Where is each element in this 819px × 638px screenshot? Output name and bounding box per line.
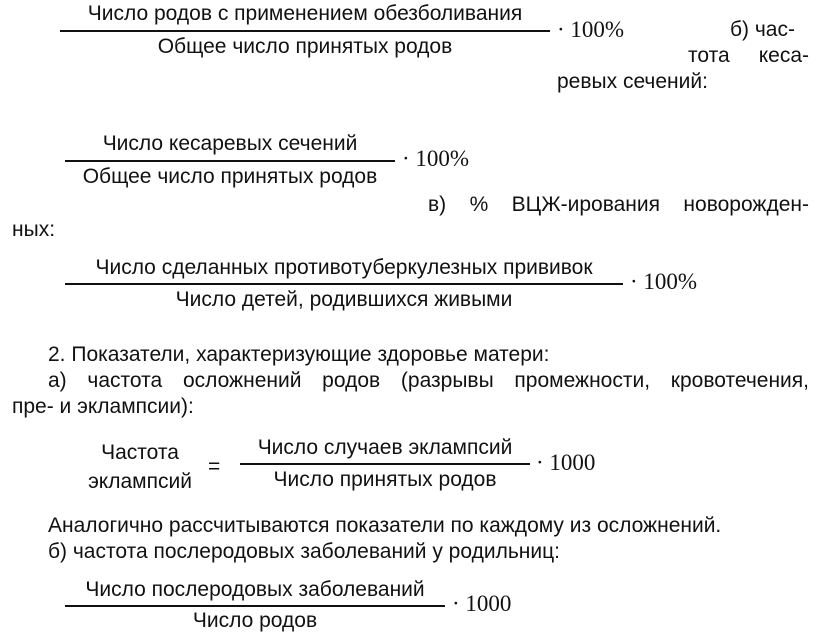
formula-2-denominator: Общее число принятых родов: [82, 165, 378, 188]
formula-5-denominator: Число родов: [192, 609, 318, 632]
formula-3-numerator: Число сделанных противотуберкулезных прививок: [95, 256, 593, 279]
item-b-line1: б) час-: [730, 18, 795, 41]
analog-text: Аналогично рассчитываются показатели по каждому из осложнений.: [48, 514, 722, 537]
formula-5-multiplier: · 1000: [452, 591, 512, 616]
formula-3-denominator: Число детей, родившихся живыми: [175, 288, 513, 311]
item-b-line3: ревых сечений:: [557, 70, 708, 93]
fraction-bar: [65, 160, 395, 162]
formula-4-denominator: Число принятых родов: [273, 468, 497, 491]
section-2-heading: 2. Показатели, характеризующие здоровье матери:: [48, 343, 550, 366]
fraction-bar: [240, 463, 530, 465]
formula-4-numerator: Число случаев эклампсий: [257, 436, 513, 459]
formula-2-numerator: Число кесаревых сечений: [102, 132, 358, 155]
formula-4-multiplier: · 1000: [536, 450, 596, 475]
fraction-bar: [65, 283, 623, 285]
item-v-line1: в) % ВЦЖ-ирования новорожден-: [428, 193, 809, 216]
item-b2: б) частота послеродовых заболеваний у родильниц:: [48, 540, 560, 563]
formula-1-denominator: Общее число принятых родов: [157, 35, 453, 58]
formula-4-label-line2: эклампсий: [88, 470, 192, 493]
section-2-item-a-line1: а) частота осложнений родов (разрывы промежности, кровотечения,: [48, 369, 809, 392]
formula-5-numerator: Число послеродовых заболеваний: [85, 578, 425, 601]
section-2-item-a-line2: пре- и эклампсии):: [12, 395, 194, 418]
formula-1-multiplier: · 100%: [557, 17, 625, 42]
item-v-line2: ных:: [12, 218, 56, 241]
formula-4-label-line1: Частота: [101, 441, 179, 464]
fraction-bar: [60, 30, 550, 32]
fraction-bar: [65, 605, 445, 607]
formula-2-multiplier: · 100%: [402, 146, 470, 171]
item-b-line2: тота кеса-: [688, 44, 809, 67]
formula-3-multiplier: · 100%: [630, 269, 698, 294]
formula-1-numerator: Число родов с применением обезболивания: [87, 2, 523, 25]
formula-4-equals: =: [208, 455, 221, 478]
